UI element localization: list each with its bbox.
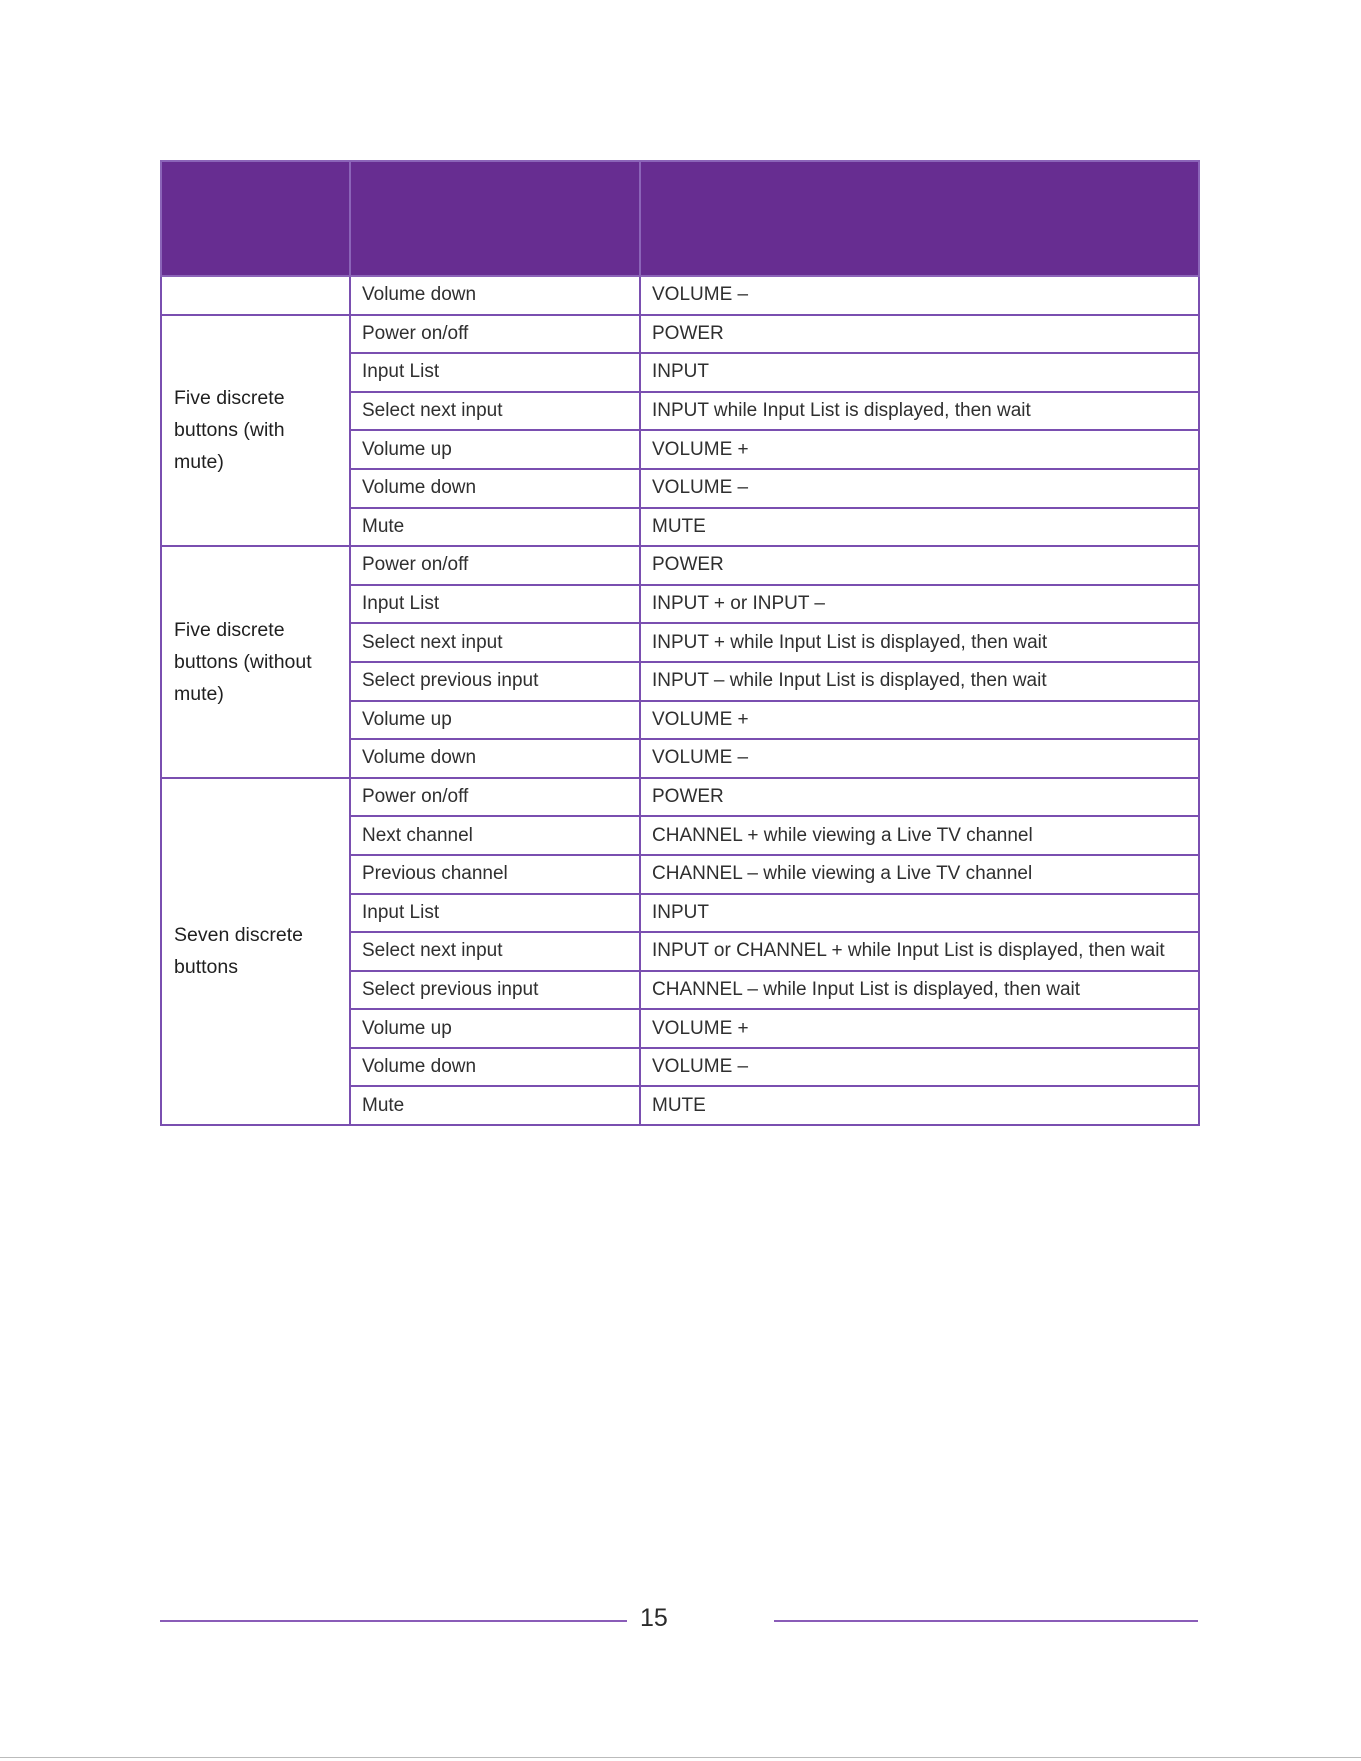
button-cell: POWER [640, 315, 1199, 354]
button-cell: INPUT [640, 894, 1199, 933]
header-cell-configuration [161, 161, 350, 276]
function-cell: Power on/off [350, 546, 640, 585]
function-cell: Previous channel [350, 855, 640, 894]
function-cell: Select previous input [350, 662, 640, 701]
function-cell: Volume up [350, 430, 640, 469]
button-cell: INPUT + while Input List is displayed, then wait [640, 623, 1199, 662]
button-cell: MUTE [640, 1086, 1199, 1125]
function-cell: Select next input [350, 392, 640, 431]
button-cell: INPUT – while Input List is displayed, then wait [640, 662, 1199, 701]
group-label-cell: Seven discrete buttons [161, 778, 350, 1125]
group-label-cell: Five discrete buttons (with mute) [161, 315, 350, 547]
button-cell: VOLUME – [640, 739, 1199, 778]
header-cell-function [350, 161, 640, 276]
function-cell: Select next input [350, 623, 640, 662]
group-label-cell: Five discrete buttons (without mute) [161, 546, 350, 778]
footer-divider-right [774, 1620, 1198, 1622]
function-cell: Next channel [350, 816, 640, 855]
button-cell: INPUT + or INPUT – [640, 585, 1199, 624]
function-cell: Volume down [350, 469, 640, 508]
table-header [161, 161, 1199, 276]
table-row [161, 315, 1199, 354]
table-row [161, 778, 1199, 817]
button-cell: VOLUME – [640, 1048, 1199, 1087]
button-cell: VOLUME + [640, 701, 1199, 740]
group-label-cell [161, 276, 350, 315]
page-number: 15 [640, 1604, 668, 1632]
button-cell: POWER [640, 546, 1199, 585]
function-cell: Volume down [350, 739, 640, 778]
button-cell: CHANNEL – while Input List is displayed, then wait [640, 971, 1199, 1010]
table-row [161, 276, 1199, 315]
button-cell: INPUT while Input List is displayed, then wait [640, 392, 1199, 431]
page-bottom-edge [0, 1757, 1361, 1758]
table-row [161, 546, 1199, 585]
table-body [161, 276, 1199, 1125]
button-cell: INPUT [640, 353, 1199, 392]
function-cell: Input List [350, 894, 640, 933]
function-cell: Volume down [350, 1048, 640, 1087]
header-cell-button [640, 161, 1199, 276]
function-cell: Power on/off [350, 315, 640, 354]
button-cell: VOLUME + [640, 430, 1199, 469]
function-cell: Select previous input [350, 971, 640, 1010]
button-function-table [160, 160, 1200, 1126]
button-cell: INPUT or CHANNEL + while Input List is displayed, then wait [640, 932, 1199, 971]
button-cell: CHANNEL – while viewing a Live TV channel [640, 855, 1199, 894]
function-cell: Volume down [350, 276, 640, 315]
button-cell: VOLUME – [640, 469, 1199, 508]
button-cell: MUTE [640, 508, 1199, 547]
function-cell: Power on/off [350, 778, 640, 817]
function-cell: Mute [350, 1086, 640, 1125]
button-cell: CHANNEL + while viewing a Live TV channel [640, 816, 1199, 855]
function-cell: Select next input [350, 932, 640, 971]
function-cell: Volume up [350, 701, 640, 740]
function-cell: Input List [350, 585, 640, 624]
function-cell: Input List [350, 353, 640, 392]
button-cell: VOLUME – [640, 276, 1199, 315]
function-cell: Mute [350, 508, 640, 547]
button-cell: POWER [640, 778, 1199, 817]
function-cell: Volume up [350, 1009, 640, 1048]
table-header-row [161, 161, 1199, 276]
button-cell: VOLUME + [640, 1009, 1199, 1048]
footer-divider-left [160, 1620, 627, 1622]
